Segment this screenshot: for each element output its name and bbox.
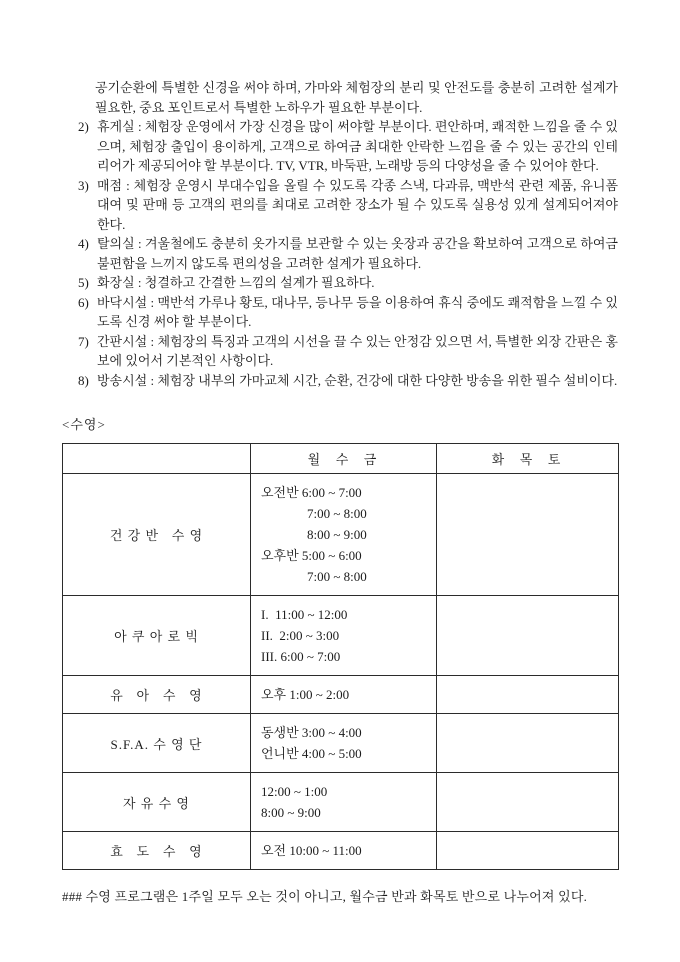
- list-item-text: 매점 : 체험장 운영시 부대수입을 올릴 수 있도록 각종 스낵, 다과류, 맥반석 관련 제품, 유니폼대여 및 판매 등 고객의 편의를 최대로 고려한 장소가 될 수 있도록 실용성 있게 설계되어져야 한다.: [97, 177, 618, 232]
- list-item: [62, 176, 618, 235]
- mon-wed-fri-schedule-cell: [251, 474, 437, 596]
- intro-paragraph: 공기순환에 특별한 신경을 써야 하며, 가마와 체험장의 분리 및 안전도를 충분히 고려한 설계가 필요한, 중요 포인트로서 특별한 노하우가 필요한 부분이다.: [95, 80, 618, 115]
- list-item-number: 3): [78, 177, 89, 193]
- list-item: [62, 273, 618, 293]
- table-row: [63, 474, 619, 596]
- list-item: [62, 332, 618, 371]
- tue-thu-sat-schedule-cell: [437, 714, 619, 773]
- schedule-line: III. 6:00 ~ 7:00: [261, 649, 341, 664]
- schedule-line: 오전반 6:00 ~ 7:00: [261, 485, 362, 500]
- table-row: [63, 676, 619, 714]
- list-item-text: 바닥시설 : 맥반석 가루나 황토, 대나무, 등나무 등을 이용하여 휴식 중에도 쾌적함을 느낄 수 있도록 신경 써야 할 부분이다.: [97, 294, 618, 329]
- program-name-cell: 유 아 수 영: [63, 676, 251, 714]
- list-item: [62, 117, 618, 176]
- table-row: [63, 773, 619, 832]
- swim-table-body: [63, 474, 619, 870]
- mon-wed-fri-schedule-cell: [251, 676, 437, 714]
- list-item: [62, 234, 618, 273]
- numbered-list: [62, 117, 618, 390]
- schedule-line: 8:00 ~ 9:00: [307, 527, 367, 542]
- program-name-cell: S.F.A. 수 영 단: [63, 714, 251, 773]
- list-item-number: 8): [78, 372, 89, 388]
- schedule-line: 오후반 5:00 ~ 6:00: [261, 548, 362, 563]
- schedule-line: 오전 10:00 ~ 11:00: [261, 843, 362, 858]
- list-item-number: 5): [78, 275, 89, 290]
- mon-wed-fri-schedule-cell: [251, 832, 437, 870]
- list-item-number: 7): [78, 333, 89, 349]
- list-item: [62, 293, 618, 332]
- table-row: [63, 714, 619, 773]
- schedule-line: 동생반 3:00 ~ 4:00: [261, 725, 362, 740]
- schedule-line: 7:00 ~ 8:00: [307, 569, 367, 584]
- schedule-line: 언니반 4:00 ~ 5:00: [261, 746, 362, 761]
- tue-thu-sat-schedule-cell: [437, 474, 619, 596]
- tue-thu-sat-schedule-cell: [437, 832, 619, 870]
- list-item-text: 휴게실 : 체험장 운영에서 가장 신경을 많이 써야할 부분이다. 편안하며, 쾌적한 느낌을 줄 수 있으며, 체험장 출입이 용이하게, 고객으로 하여금 최대한 안락한 느낌을 줄 수 있는 공간의 인테리어가 제공되어야 할 부분이다. TV, VTR, 바둑판, 노래방 등의 다양성을 줄 수 있어야 한다.: [97, 119, 618, 173]
- list-item-text: 탈의실 : 겨울철에도 충분히 옷가지를 보관할 수 있는 옷장과 공간을 확보하여 고객으로 하여금 불편함을 느끼지 않도록 편의성을 고려한 설계가 필요하다.: [97, 236, 618, 271]
- schedule-line: II. 2:00 ~ 3:00: [261, 628, 340, 643]
- footnote: ### 수영 프로그램은 1주일 모두 오는 것이 아니고, 월수금 반과 화목토 반으로 나누어져 있다.: [62, 889, 588, 904]
- table-row: [63, 832, 619, 870]
- program-name-cell: 자 유 수 영: [63, 773, 251, 832]
- header-tue-thu-sat: 화 목 토: [437, 444, 619, 474]
- mon-wed-fri-schedule-cell: [251, 773, 437, 832]
- program-name-cell: 건 강 반 수 영: [63, 474, 251, 596]
- tue-thu-sat-schedule-cell: [437, 676, 619, 714]
- header-program-cell: [63, 444, 251, 474]
- schedule-line: I. 11:00 ~ 12:00: [261, 607, 348, 622]
- list-item-number: 4): [78, 236, 89, 251]
- list-item-text: 방송시설 : 체험장 내부의 가마교체 시간, 순환, 건강에 대한 다양한 방송을 위한 필수 설비이다.: [97, 372, 618, 388]
- program-name-cell: 효 도 수 영: [63, 832, 251, 870]
- header-row: [63, 444, 619, 474]
- list-item: [62, 371, 618, 391]
- schedule-line: 7:00 ~ 8:00: [307, 506, 367, 521]
- swim-table-header: [63, 444, 619, 474]
- schedule-line: 오후 1:00 ~ 2:00: [261, 687, 350, 702]
- mon-wed-fri-schedule-cell: [251, 596, 437, 676]
- list-item-number: 6): [78, 294, 89, 310]
- tue-thu-sat-schedule-cell: [437, 596, 619, 676]
- schedule-line: 12:00 ~ 1:00: [261, 784, 328, 799]
- table-row: [63, 596, 619, 676]
- list-item-text: 화장실 : 청결하고 간결한 느낌의 설계가 필요하다.: [97, 275, 375, 290]
- swim-schedule-table: [62, 443, 619, 870]
- mon-wed-fri-schedule-cell: [251, 714, 437, 773]
- program-name-cell: 아 쿠 아 로 빅: [63, 596, 251, 676]
- swim-section-heading: <수영>: [62, 417, 106, 432]
- list-item-text: 간판시설 : 체험장의 특징과 고객의 시선을 끌 수 있는 안정감 있으면 서, 특별한 외장 간판은 홍보에 있어서 기본적인 사항이다.: [97, 333, 618, 368]
- tue-thu-sat-schedule-cell: [437, 773, 619, 832]
- list-item-number: 2): [78, 119, 89, 134]
- header-mon-wed-fri: 월 수 금: [251, 444, 437, 474]
- schedule-line: 8:00 ~ 9:00: [261, 805, 321, 820]
